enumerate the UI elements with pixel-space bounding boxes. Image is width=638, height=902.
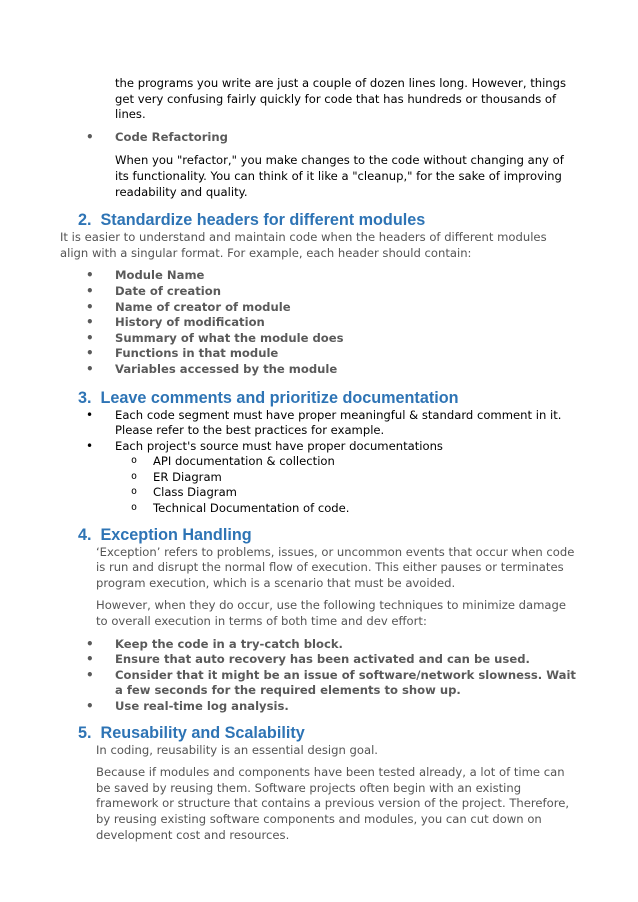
reusability-paragraph-2: Because if modules and components have been tested already, a lot of time can be saved by reusing them. Software projects often begin with an existing framework or structure that contains a previous version of the project. Therefore, by reusing existing software components and modules, you can cut down on development cost and resources. — [96, 765, 570, 842]
exception-paragraph-2: However, when they do occur, use the following techniques to minimize damage to overall execution in terms of both time and dev effort: — [96, 598, 567, 629]
list-item: • Name of creator of module — [78, 300, 578, 316]
section-title: Leave comments and prioritize documentation — [100, 388, 459, 407]
list-item: • Date of creation — [78, 284, 578, 300]
header-contents-list — [78, 268, 578, 377]
section-number: 2. — [78, 211, 92, 230]
section-2-intro: It is easier to understand and maintain code when the headers of different modules align with a singular format. For example, each header should contain: — [60, 230, 547, 260]
list-item: o ER Diagram — [78, 470, 578, 486]
exception-techniques-list — [78, 637, 578, 715]
section-title: Reusability and Scalability — [100, 723, 305, 742]
section-5-heading — [78, 723, 578, 743]
section-2-heading — [78, 210, 578, 230]
list-item: • Code Refactoring — [78, 130, 578, 146]
list-item: • Variables accessed by the module — [78, 362, 578, 378]
documentation-list — [78, 408, 578, 455]
documentation-sublist — [78, 454, 578, 516]
exception-paragraph-1: ‘Exception’ refers to problems, issues, or uncommon events that occur when code is run and disrupt the normal flow of execution. This either pauses or terminates program execution, which is a scenario that must be avoided. — [96, 544, 575, 590]
refactoring-list — [78, 130, 578, 146]
list-item: • Consider that it might be an issue of software/network slowness. Wait a few seconds for the required elements to show up. — [78, 668, 578, 699]
list-item: • Functions in that module — [78, 346, 578, 362]
section-title: Exception Handling — [100, 525, 252, 544]
list-item: o API documentation & collection — [78, 454, 578, 470]
section-4-heading — [78, 525, 578, 545]
intro-paragraph: the programs you write are just a couple of dozen lines long. However, things get very confusing fairly quickly for code that has hundreds or thousands of lines. — [115, 76, 567, 122]
refactoring-paragraph: When you "refactor," you make changes to the code without changing any of its functionality. You can think of it like a "cleanup," for the sake of improving readability and quality. — [115, 153, 564, 199]
list-item: • Each code segment must have proper meaningful & standard comment in it. Please refer to the best practices for example. — [78, 408, 578, 439]
list-item: • Use real-time log analysis. — [78, 699, 578, 715]
list-item: • Each project's source must have proper documentations — [78, 439, 578, 455]
list-item: • Summary of what the module does — [78, 331, 578, 347]
section-number: 3. — [78, 388, 92, 407]
list-item: o Technical Documentation of code. — [78, 501, 578, 517]
list-item: o Class Diagram — [78, 485, 578, 501]
list-item: • Ensure that auto recovery has been activated and can be used. — [78, 652, 578, 668]
section-number: 5. — [78, 723, 92, 742]
section-3-heading — [78, 388, 578, 408]
list-item: • History of modification — [78, 315, 578, 331]
reusability-paragraph-1: In coding, reusability is an essential design goal. — [96, 742, 378, 757]
list-item: • Module Name — [78, 268, 578, 284]
list-item: • Keep the code in a try-catch block. — [78, 637, 578, 653]
section-title: Standardize headers for different modules — [100, 211, 426, 230]
section-number: 4. — [78, 525, 92, 544]
